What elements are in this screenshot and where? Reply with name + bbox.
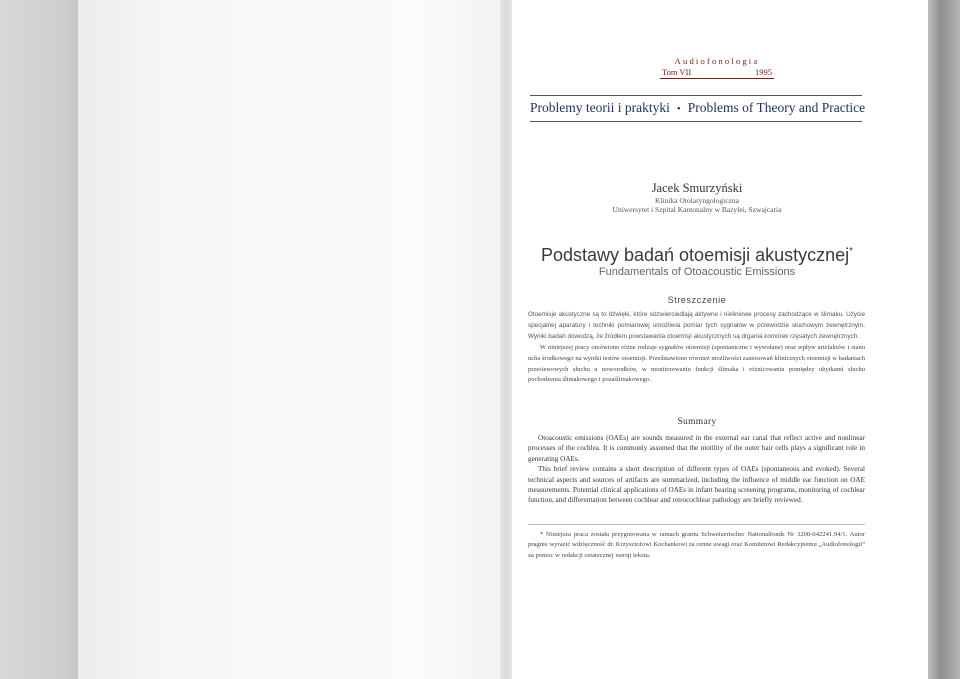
author-affiliation-1: Klinika Otolaryngologiczna: [655, 196, 739, 205]
footnote-rule: [528, 524, 865, 525]
summary-body: [528, 433, 865, 506]
streszczenie-paragraph-2: W niniejszej pracy omówiono różne rodzaje sygnałów otoemisji (spontaniczne i wywołane) oraz wpływ artefaktów i stanu ucha środkowego na wyniki testów otoemisji. Przedstawiono również możliwości zastosowań klinicznych otoemisji w badaniach przesiewowych słuchu u noworodków, w monitorowaniu funkcji ślimaka i różnicowaniu pomiędzy ubytkami słuchu pochodzenia ślimakowego i pozaślimakowego.: [528, 343, 865, 384]
journal-volume-line: [660, 67, 774, 79]
streszczenie-body: [528, 310, 865, 386]
section-title: [530, 96, 866, 121]
streszczenie-heading: Streszczenie: [667, 295, 727, 305]
article-title-pl-text: Podstawy badań otoemisji akustycznej: [540, 245, 850, 265]
article-title-en: Fundamentals of Otoacoustic Emissions: [598, 266, 796, 278]
article-title-pl: [528, 241, 866, 266]
journal-name: Audiofonologia: [674, 56, 760, 66]
section-separator: •: [676, 103, 681, 115]
summary-paragraph-1: Otoacoustic emissions (OAEs) are sounds measured in the external ear canal that reflect active and nonlinear processes of the cochlea. It is commonly assumed that the motility of the outer hair cells plays a significant role in generating OAEs.: [528, 434, 865, 463]
author-name: Jacek Smurzyński: [651, 181, 743, 195]
section-title-en: Problems of Theory and Practice: [687, 100, 866, 115]
footnote: [528, 530, 865, 561]
title-footnote-marker: *: [849, 246, 854, 257]
author-affiliation-2: Uniwersytet i Szpital Kantonalny w Bazylei, Szwajcaria: [612, 205, 782, 214]
streszczenie-paragraph-1: Otoemisje akustyczne są to dźwięki, które odzwierciedlają aktywne i nieliniowe procesy zachodzące w ślimaku. Użycie specjalnej aparatury i techniki pomiarowej umożliwia pomiar tych sygnałów w przewodzie słuchowym zewnętrznym. Wyniki badań dowodzą, że źródłem powstawania otoemisji akustycznych są drgania komórek rzęsatych zewnętrznych.: [528, 311, 865, 340]
journal-header: [660, 56, 774, 79]
author-block: [528, 180, 866, 214]
section-rule-bottom: [530, 121, 862, 122]
section-title-pl: Problemy teorii i praktyki: [530, 100, 670, 115]
footnote-text: * Niniejsza praca została przygotowana w ramach grantu Schweizerischer Nationalfonds Nr 3200-042241.94/1. Autor pragnie wyrazić wdzięczność dr. Krzysztofowi Kochankowi za cenne uwagi oraz Komitetowi Redakcyjnemu „Audiofonologii” za pomoc w redakcji ostatecznej wersji tekstu.: [528, 531, 865, 559]
journal-year: 1995: [755, 67, 772, 77]
summary-heading: Summary: [677, 417, 717, 427]
summary-paragraph-2: This brief review contains a short description of different types of OAEs (spontaneous and evoked). Several technical aspects and sources of artifacts are summarized, including the influence of middle ear function on OAE measurements. Potential clinical applications of OAEs in infant hearing screening programs, monitoring of cochlear function, and differentation between cochlear and retrocochlear pathology are briefly reviewed.: [528, 465, 865, 505]
scan-margin-right: [928, 0, 960, 679]
section-band: [530, 95, 866, 122]
journal-volume: Tom VII: [662, 67, 692, 77]
blank-left-page: [78, 0, 503, 679]
